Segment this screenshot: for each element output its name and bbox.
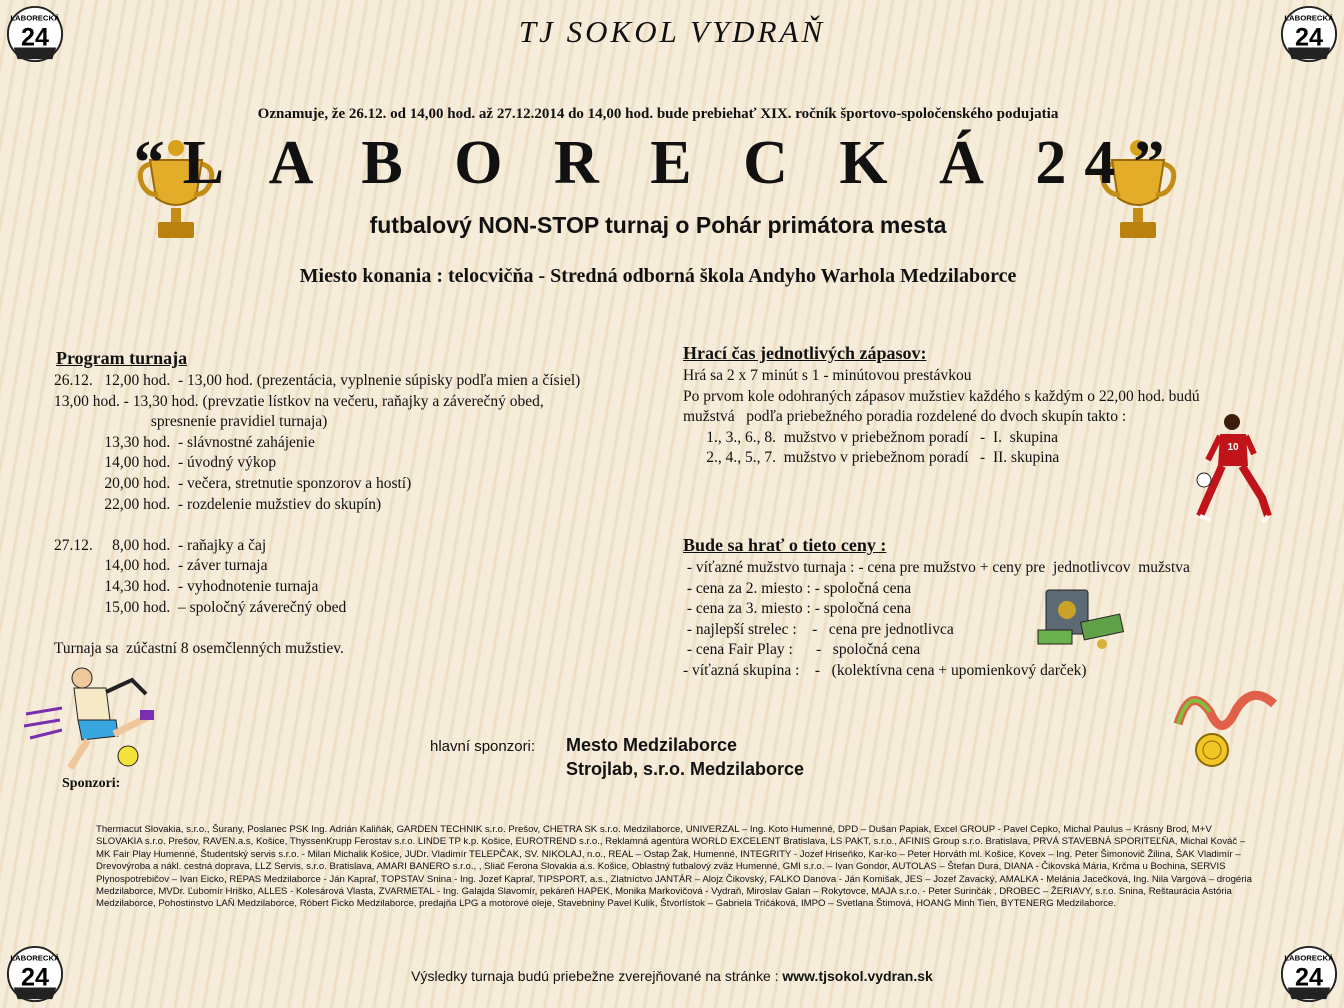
main-sponsor: Strojlab, s.r.o. Medzilaborce	[566, 759, 805, 779]
event-subtitle: futbalový NON-STOP turnaj o Pohár primátora mesta	[369, 212, 947, 238]
program-line: 20,00 hod. - večera, stretnutie sponzorov a hostí)	[54, 474, 412, 492]
playtime-line: 2., 4., 5., 7. mužstvo v priebežnom poradí - II. skupina	[683, 449, 1060, 467]
prize-line: - cena za 3. miesto : - spoločná cena	[683, 600, 912, 618]
program-heading: Program turnaja	[56, 348, 188, 368]
program-line: 13,30 hod. - slávnostné zahájenie	[54, 433, 315, 451]
playtime-line: Po prvom kole odohraných zápasov mužstiev každého s každým o 22,00 hod. budú	[683, 387, 1200, 405]
prize-line: - víťazná skupina : - (kolektívna cena + upomienkový darček)	[683, 661, 1087, 679]
prize-line: - víťazné mužstvo turnaja : - cena pre mužstvo + ceny pre jednotlivcov mužstva	[683, 559, 1190, 576]
prizes-heading: Bude sa hrať o tieto ceny :	[683, 535, 887, 555]
club-name: TJ SOKOL VYDRAŇ	[518, 14, 826, 49]
football-player-icon	[1192, 412, 1272, 524]
playtime-line: 1., 3., 6., 8. mužstvo v priebežnom poradí - I. skupina	[683, 428, 1058, 446]
prize-line: - cena za 2. miesto : - spoločná cena	[683, 579, 912, 597]
announcement: Oznamuje, že 26.12. od 14,00 hod. až 27.12.2014 do 14,00 hod. bude prebiehať XIX. ročník športovo-spoločenského podujatia	[257, 106, 1059, 122]
program-line: 15,00 hod. – spoločný záverečný obed	[54, 598, 347, 616]
svg-text:LABORECKÁ: LABORECKÁ	[10, 953, 60, 963]
kicking-player-icon	[22, 664, 158, 772]
prize-line: - najlepší strelec : - cena pre jednotlivca	[683, 620, 954, 638]
program-line: 27.12. 8,00 hod. - raňajky a čaj	[54, 536, 267, 554]
svg-text:24: 24	[21, 23, 49, 52]
program-line: spresnenie pravidiel turnaja)	[54, 413, 328, 431]
playtime-line: Hrá sa 2 x 7 minút s 1 - minútovou prestávkou	[683, 367, 972, 384]
svg-text:24: 24	[1295, 963, 1323, 992]
footer	[0, 968, 1344, 984]
prize-line: - cena Fair Play : - spoločná cena	[683, 641, 921, 659]
medal-icon	[1170, 684, 1282, 772]
website-link[interactable]: www.tjsokol.vydran.sk	[782, 968, 933, 984]
event-title: “L A B O R E C K Á 24”	[133, 129, 1183, 197]
svg-text:10: 10	[1227, 442, 1239, 453]
playtime-heading: Hrací čas jednotlivých zápasov:	[683, 343, 927, 363]
playtime-line: mužstvá podľa priebežného poradia rozdelené do dvoch skupín takto :	[683, 408, 1127, 426]
program-line	[54, 618, 580, 639]
venue: Miesto konania : telocvičňa - Stredná odborná škola Andyho Warhola Medzilaborce	[299, 265, 1017, 287]
svg-text:LABORECKÁ: LABORECKÁ	[10, 13, 60, 23]
playtime-list	[683, 366, 1200, 469]
main-sponsor: Mesto Medzilaborce	[566, 735, 738, 755]
sponsors-label: Sponzori:	[62, 776, 121, 791]
sponsor-list: Thermacut Slovakia, s.r.o., Šurany, Poslanec PSK Ing. Adrián Kaliňák, GARDEN TECHNIK s.r.o. Prešov, CHETRA SK s.r.o. Medzilaborce, UNIVERZAL – Ing. Koto Humenné, DPD – Dušan Papiak, Excel GROUP - Pavel Cepko, Michal Paulus – Krásny Brod, M+V SLOVAKIA s.r.o. Prešov, RAVEN.a.s, Košice, ThyssenKrupp Ferostav s.r.o. LINDE TP k.p. Košice, EUROTREND s.r.o., Reklamná agentúra WORLD EXCELENT Bratislava, LS PAKT, s.r.o., AFINIS Group s.r.o. Bratislava, PRVÁ STAVEBNÁ SPORITEĽŇA, Michal Kováč – MK Fair Play Humenné, Študentský servis s.r.o. - Milan Michalik Košice, JUDr. Vladimír TELEPČAK, SV. NIKOLAJ, n.o., REAL – Ostap Žak, Humenné, INTEGRITY - Jozef Hriseňko, Kar-ko – Peter Horváth ml. Košice, Kovex – Ing. Peter Šimonovič Žilina, ŠAK Vladimír – Drevovýroba a nákl. cestná doprava, LLZ Servis, s.r.o. Bratislava, AMARI BANERO s.r.o., , Sliač Ferona Slovakia a.s. Košice, Oblastný futbalový zväz Humenné, GMI s.r.o. – Ivan Gondor, AUTOLAS – Štefan Dura, DIANA - Čikovská Mária, Krčma u Bochina, SERVIS Plynospotrebičov – Ivan Eicko, REPAS Medzilaborce - Ján Kapraľ, TOPSTAV Snina - Ing. Jozef Kapraľ, TIPSPORT, a.s., Zlatníctvo JANTÁR – Alojz Čikovský, FALKO Danova - Ján Komišak, JES – Jozef Zavacký, AMALKA - Melánia Jacečková, Ing. Nila Vargová – drogéria Medzilaborce, MVDr. Ľubomír Hriško, ALLES - Kolesárová Vlasta, ZVARMETAL - Ing. Galajda Slavomír, pekáreň HAPEK, Monika Markovičová - Vydraň, Miroslav Galan – Rokytovce, MAJA s.r.o. - Peter Surinčák , DROBEC – ŽERIAVY, s.r.o. Snina, Reštaurácia Astória Medzilaborce, Pohostinstvo LAŇ Medzilaborce, Róbert Ficko Medzilaborce, predajňa LPG a motorové oleje, Stavebniny Pavel Kulik, Štvorlístok – Gabriela Tričáková, IMPO – Svetlana Štimová, HOANG Minh Tien, BYTENERG Medzilaborce.	[96, 824, 1252, 910]
program-line: Turnaja sa zúčastní 8 osemčlenných mužstiev.	[54, 639, 344, 657]
program-line: 14,30 hod. - vyhodnotenie turnaja	[54, 577, 319, 595]
svg-text:24: 24	[21, 963, 49, 992]
footer-text: Výsledky turnaja budú priebežne zverejňované na stránke :	[411, 968, 783, 984]
svg-text:LABORECKÁ: LABORECKÁ	[1284, 953, 1334, 963]
program-line: 26.12. 12,00 hod. - 13,00 hod. (prezentácia, vyplnenie súpisky podľa mien a čísiel)	[54, 372, 581, 389]
program-line: 13,00 hod. - 13,30 hod. (prevzatie lístkov na večeru, raňajky a záverečný obed,	[54, 392, 544, 410]
main-sponsors-label: hlavní sponzori:	[430, 738, 536, 755]
program-list	[54, 371, 580, 659]
program-line	[54, 515, 580, 536]
money-icon	[1032, 584, 1128, 652]
svg-text:LABORECKÁ: LABORECKÁ	[1284, 13, 1334, 23]
program-line: 22,00 hod. - rozdelenie mužstiev do skupín)	[54, 495, 382, 513]
program-line: 14,00 hod. - úvodný výkop	[54, 454, 277, 472]
program-line: 14,00 hod. - záver turnaja	[54, 557, 268, 575]
svg-text:24: 24	[1295, 23, 1323, 52]
